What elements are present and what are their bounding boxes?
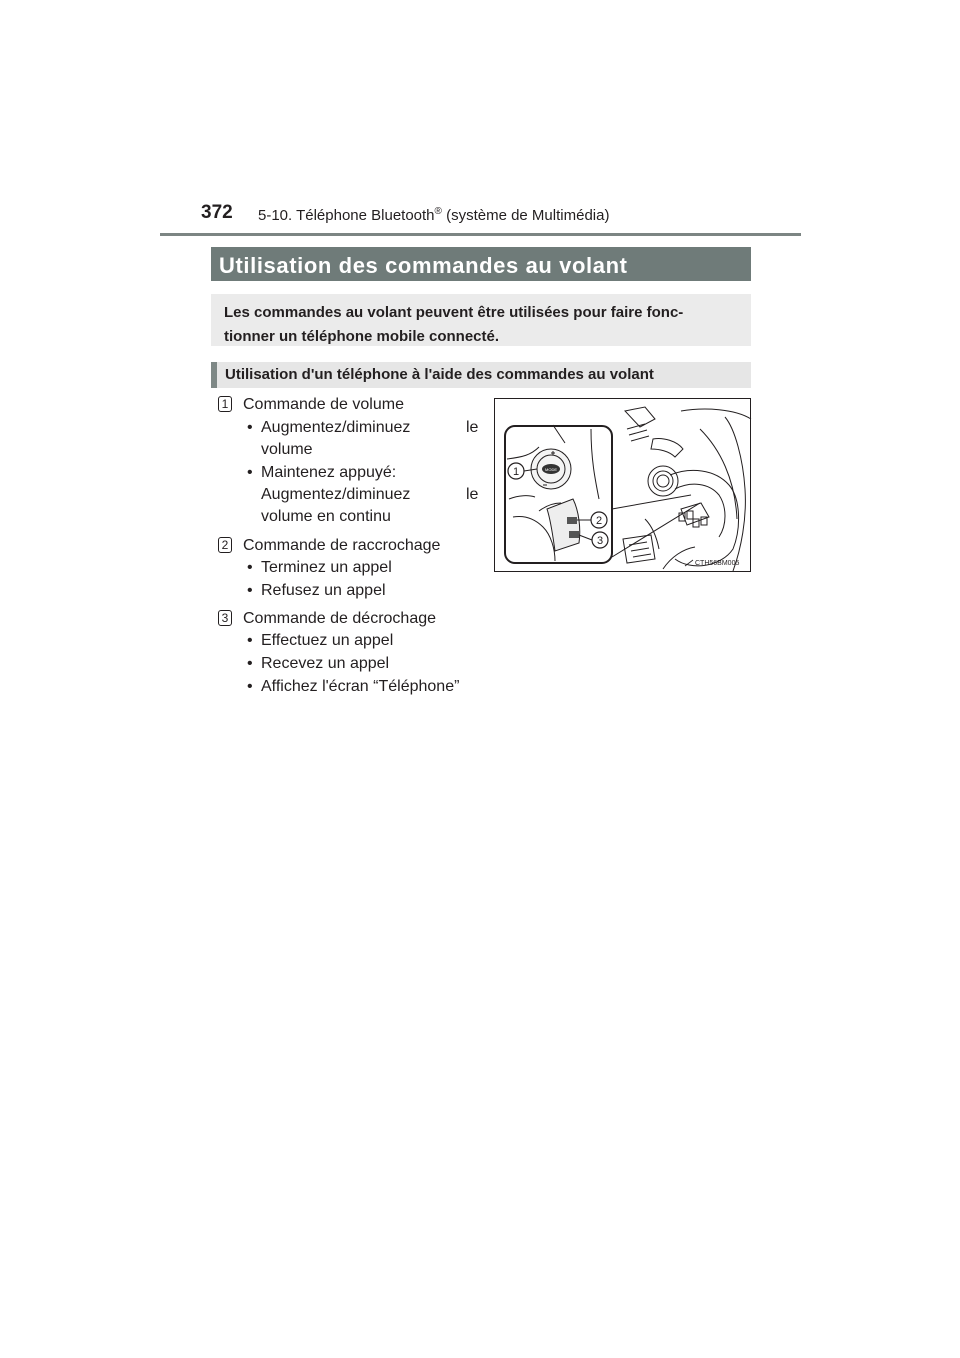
item-1-bullet-1-tail: le bbox=[466, 419, 479, 436]
sub-heading: Utilisation d'un téléphone à l'aide des commandes au volant bbox=[211, 362, 751, 388]
item-1-bullet-2-line-3: volume en continu bbox=[261, 508, 391, 525]
figure-code: CTH56BM005 bbox=[695, 560, 740, 567]
steering-switch-illustration bbox=[494, 398, 751, 572]
item-3-bullet-3: Affichez l'écran “Téléphone” bbox=[261, 678, 460, 695]
steering-wheel-drawing bbox=[495, 399, 752, 573]
registered-mark: ® bbox=[434, 206, 442, 217]
section-suffix: (système de Multimédia) bbox=[441, 207, 610, 224]
section-title: 5-10. Téléphone Bluetooth bbox=[258, 207, 435, 224]
item-1-bullet-1-line-2: volume bbox=[261, 441, 313, 458]
item-3-title: Commande de décrochage bbox=[243, 610, 437, 627]
intro-line-2: tionner un téléphone mobile connecté. bbox=[224, 328, 500, 345]
callout-1: 1 bbox=[512, 466, 520, 478]
item-1-bullet-2-line-1: Maintenez appuyé: bbox=[261, 464, 397, 481]
bullet-icon: • bbox=[247, 678, 253, 695]
number-2-icon: 2 bbox=[218, 537, 232, 553]
item-1-title: Commande de volume bbox=[243, 396, 404, 413]
item-2-title: Commande de raccrochage bbox=[243, 537, 441, 554]
bullet-icon: • bbox=[247, 655, 253, 672]
callout-2: 2 bbox=[595, 515, 603, 527]
bullet-icon: • bbox=[247, 559, 253, 576]
intro-line-1: Les commandes au volant peuvent être utilisées pour faire fonc- bbox=[224, 304, 684, 321]
mode-button-label: MODE bbox=[545, 467, 557, 472]
bullet-icon: • bbox=[247, 419, 253, 436]
item-1-bullet-2-tail: le bbox=[466, 486, 479, 503]
page-title: Utilisation des commandes au volant bbox=[211, 247, 751, 281]
section-header bbox=[258, 206, 609, 224]
number-3-icon: 3 bbox=[218, 610, 232, 626]
bullet-icon: • bbox=[247, 582, 253, 599]
number-1-icon: 1 bbox=[218, 396, 232, 412]
item-2-bullet-1: Terminez un appel bbox=[261, 559, 392, 576]
page-number: 372 bbox=[201, 202, 233, 223]
item-1-bullet-1-line-1: Augmentez/diminuez bbox=[261, 419, 411, 436]
intro-box bbox=[211, 294, 751, 346]
bullet-icon: • bbox=[247, 632, 253, 649]
bullet-icon: • bbox=[247, 464, 253, 481]
header-rule bbox=[160, 233, 801, 236]
item-1-bullet-2-line-2: Augmentez/diminuez bbox=[261, 486, 411, 503]
item-3-bullet-1: Effectuez un appel bbox=[261, 632, 394, 649]
item-2-bullet-2: Refusez un appel bbox=[261, 582, 386, 599]
item-3-bullet-2: Recevez un appel bbox=[261, 655, 390, 672]
callout-3: 3 bbox=[596, 535, 604, 547]
